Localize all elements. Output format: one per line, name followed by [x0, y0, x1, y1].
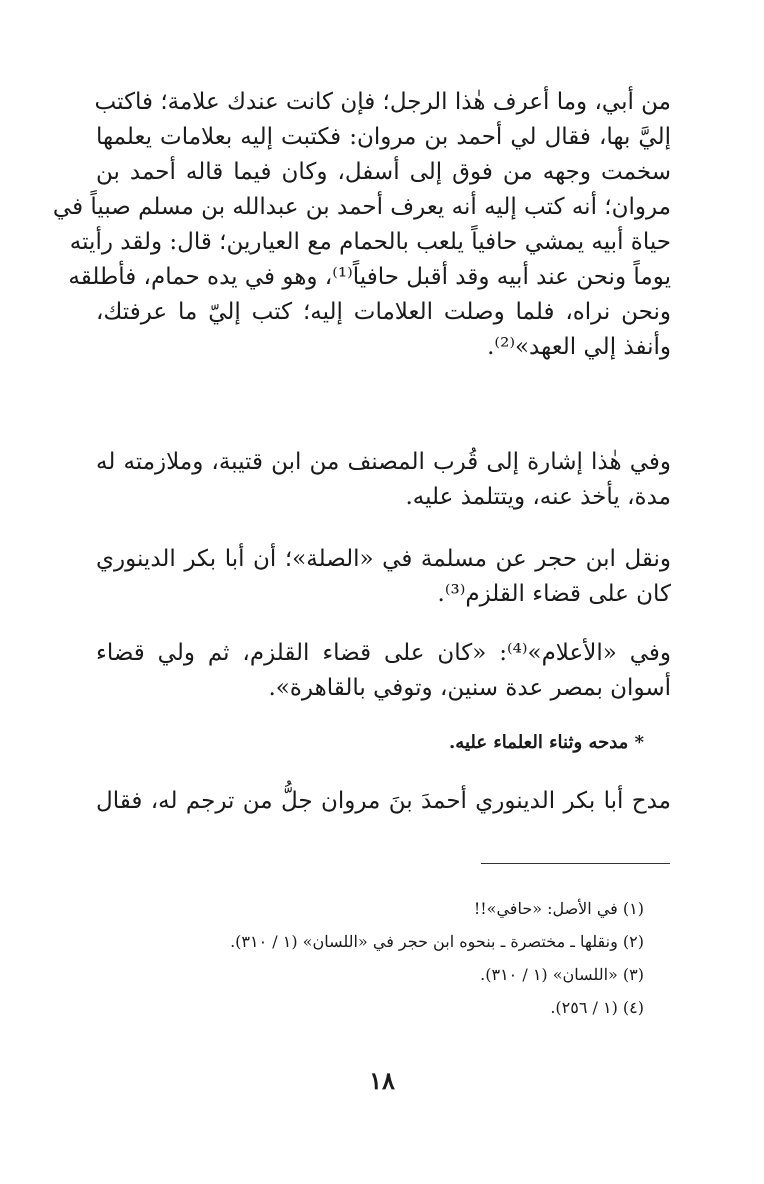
text-line: سخمت وجهه من فوق إلى أسفل، وكان فيما قاله أحمد بن	[96, 159, 671, 185]
paragraph-4	[96, 636, 671, 706]
footnote-divider	[481, 863, 670, 864]
text-line: ونقل ابن حجر عن مسلمة في «الصلة»؛ أن أبا بكر الدينوري	[96, 546, 671, 572]
text-line: من أبي، وما أعرف هٰذا الرجل؛ فإن كانت عندك علامة؛ فاكتب	[94, 89, 671, 115]
footnote: (١) في الأصل: «حافي»!!	[473, 899, 644, 918]
text-line: حياة أبيه يمشي حافياً يلعب بالحمام مع العيارين؛ قال: ولقد رأيته	[69, 229, 671, 255]
text-line: مدة، يأخذ عنه، ويتتلمذ عليه.	[405, 484, 671, 510]
text-line: إليَّ بها، فقال لي أحمد بن مروان: فكتبت إليه بعلامات يعلمها	[96, 124, 671, 150]
paragraph-1	[52, 85, 671, 365]
footnote: (٤) (١ / ٢٥٦).	[550, 998, 644, 1017]
text-line: وأنفذ إلي العهد»⁽²⁾.	[487, 334, 671, 360]
footnotes	[96, 892, 644, 1024]
text-line: وفي هٰذا إشارة إلى قُرب المصنف من ابن قتيبة، وملازمته له	[96, 449, 671, 475]
footnote: (٢) ونقلها ـ مختصرة ـ بنحوه ابن حجر في «اللسان» (١ / ٣١٠).	[230, 932, 644, 951]
page-number: ١٨	[369, 1066, 395, 1095]
paragraph-3	[96, 542, 671, 612]
paragraph-5	[96, 784, 671, 819]
footnote: (٣) «اللسان» (١ / ٣١٠).	[480, 965, 644, 984]
text-line: أسوان بمصر عدة سنين، وتوفي بالقاهرة».	[268, 675, 671, 701]
text-line: مروان؛ أنه كتب إليه أنه يعرف أحمد بن عبدالله بن مسلم صبياً في	[52, 194, 671, 220]
text-line: ونحن نراه، فلما وصلت العلامات إليه؛ كتب إليّ ما عرفتك،	[96, 299, 671, 325]
text-line: مدح أبا بكر الدينوري أحمدَ بنَ مروان جلُّ من ترجم له، فقال	[96, 788, 671, 814]
text-line: وفي «الأعلام»⁽⁴⁾: «كان على قضاء القلزم، ثم ولي قضاء	[96, 640, 671, 666]
text-line: كان على قضاء القلزم⁽³⁾.	[437, 581, 671, 607]
paragraph-2	[96, 445, 671, 515]
text-line: يوماً ونحن عند أبيه وقد أقبل حافياً⁽¹⁾، وهو في يده حمام، فأطلقه	[68, 264, 671, 290]
section-heading: * مدحه وثناء العلماء عليه.	[449, 732, 644, 753]
